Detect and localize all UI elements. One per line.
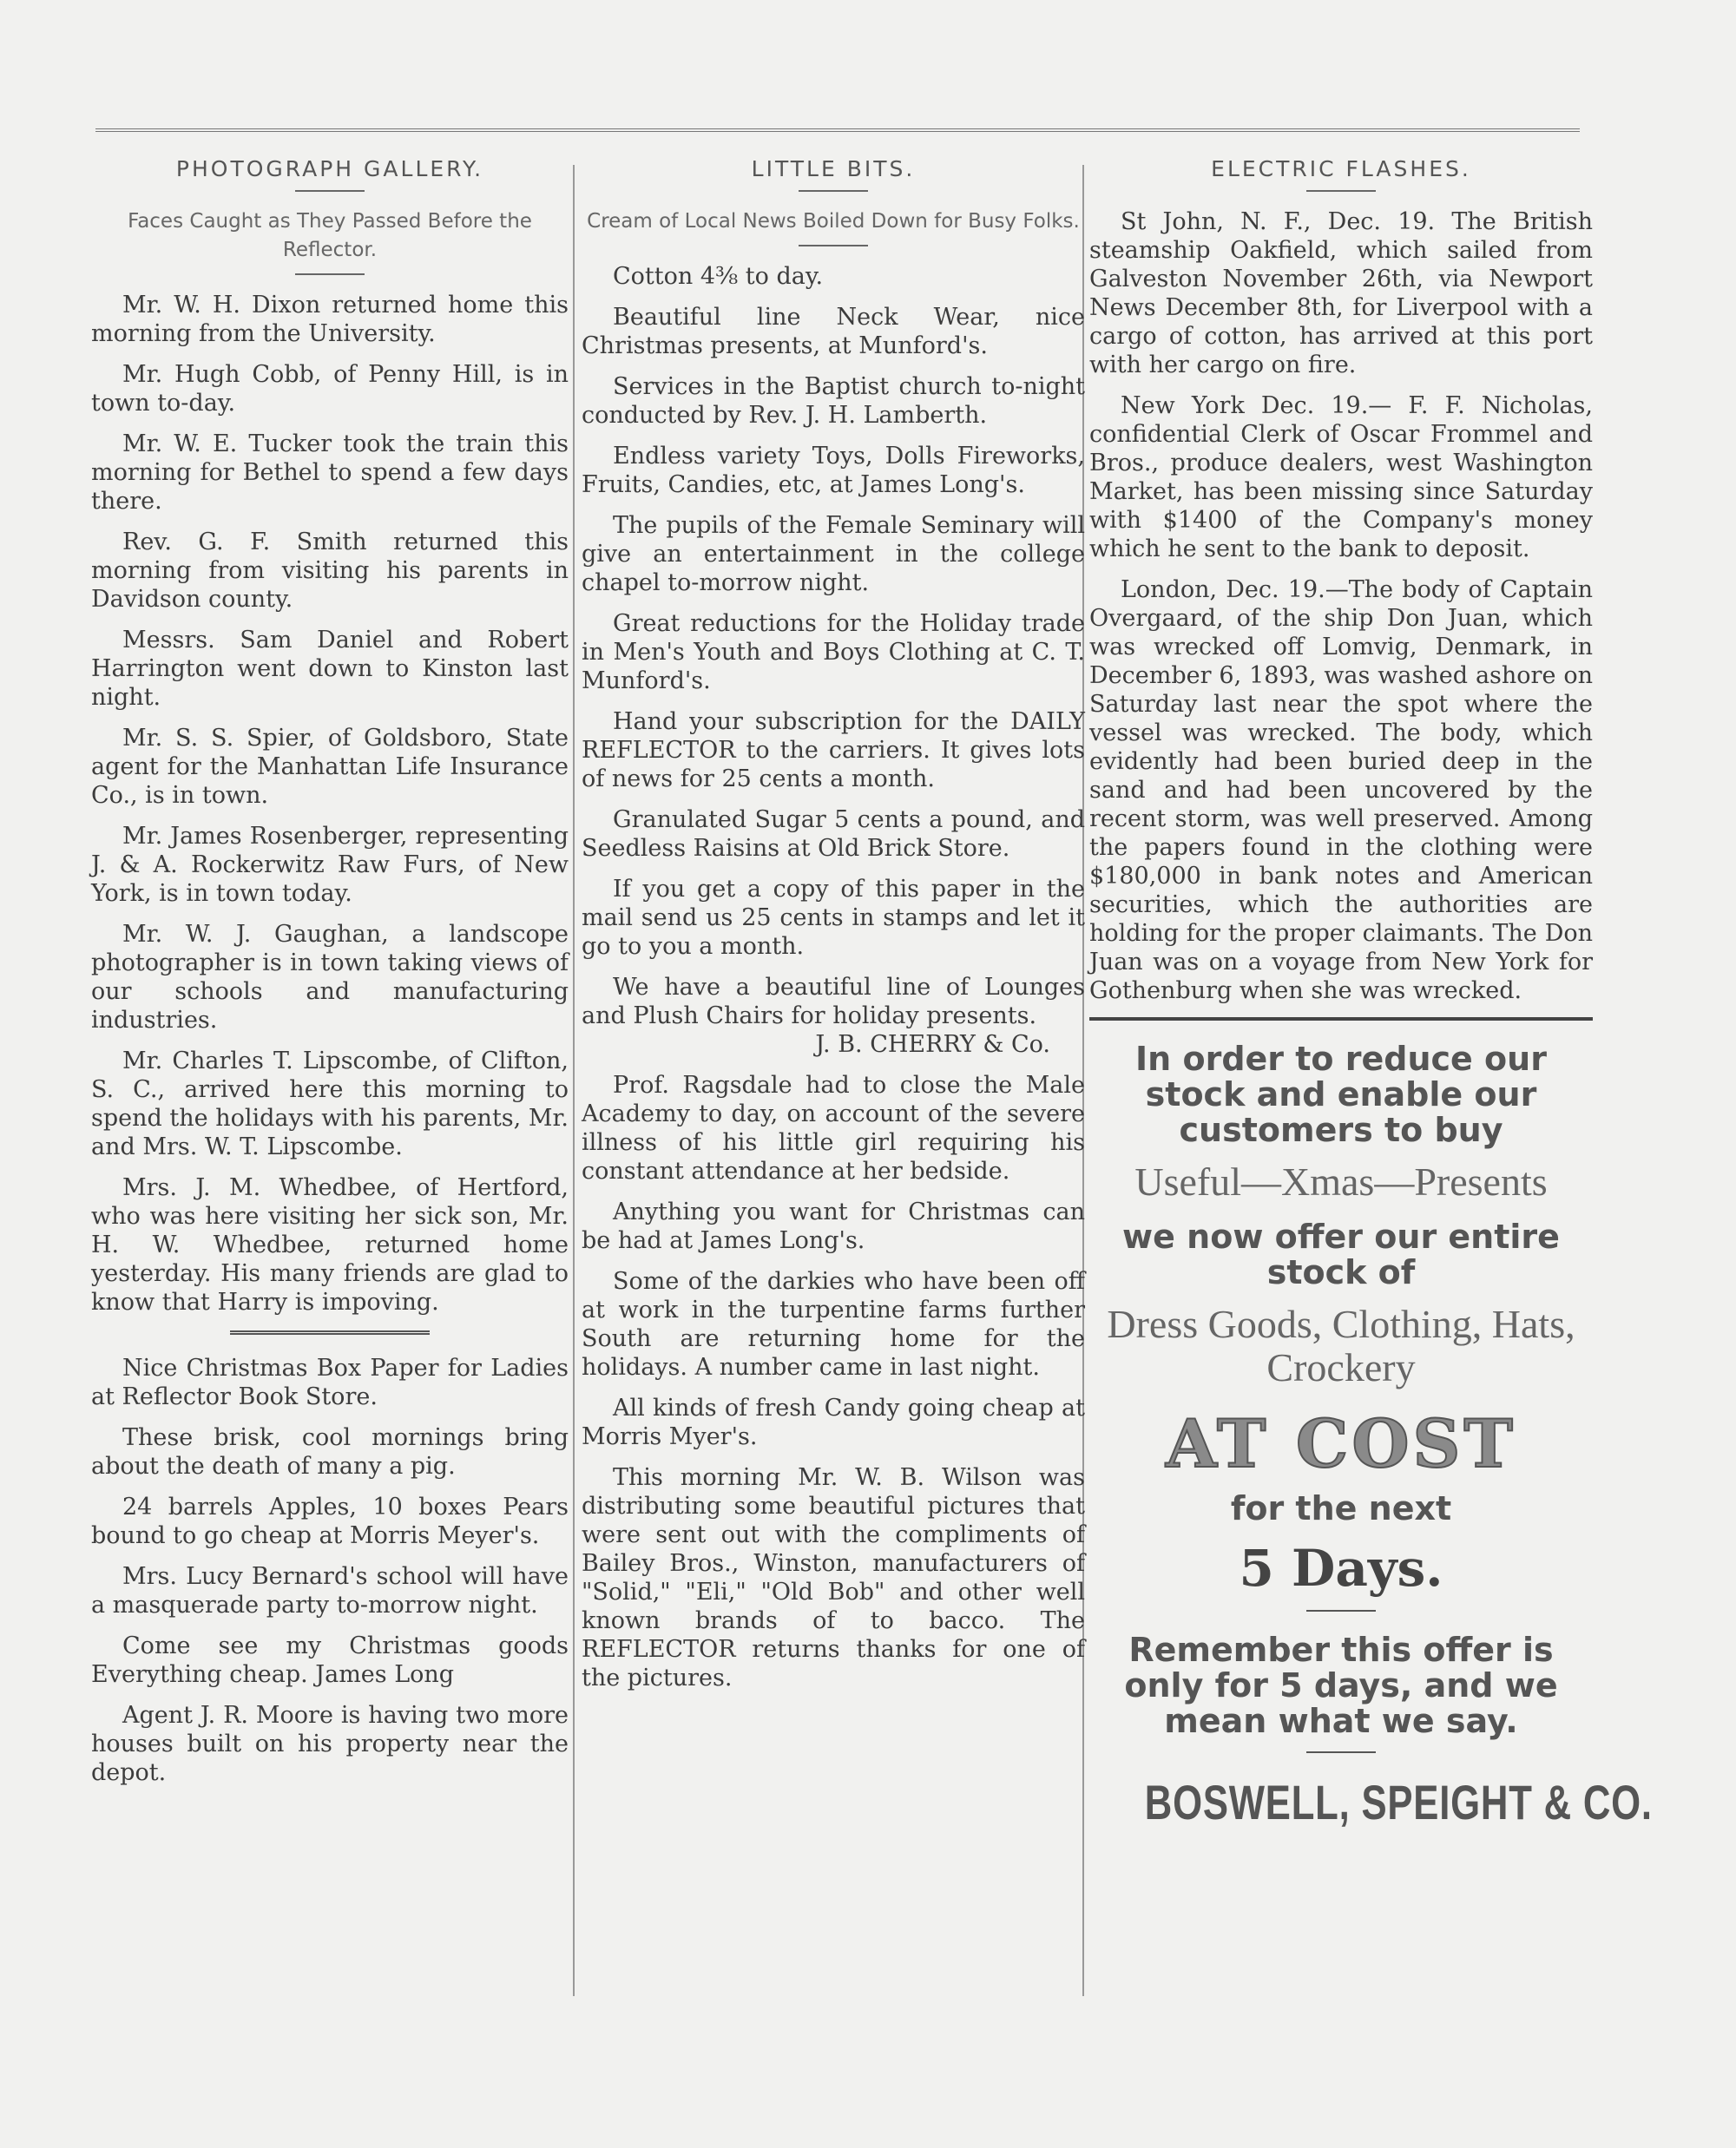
news-item: Prof. Ragsdale had to close the Male Academy to day, on account of the severe illness of his little girl requiring his constant attendance at her bedside.: [582, 1072, 1085, 1185]
ad-at-cost: AT COST: [1166, 1405, 1516, 1482]
column-divider-1: [573, 165, 575, 1996]
news-item: Mr. James Rosenberger, representing J. & A. Rockerwitz Raw Furs, of New York, is in town today.: [91, 823, 569, 907]
ad-for-the-next: for the next: [1230, 1489, 1452, 1527]
news-item: We have a beautiful line of Lounges and Plush Chairs for holiday presents.: [582, 974, 1085, 1029]
news-item: If you get a copy of this paper in the mail send us 25 cents in stamps and let it go to you a month.: [582, 876, 1085, 960]
news-item: Services in the Baptist church to-night conducted by Rev. J. H. Lamberth.: [582, 373, 1085, 429]
local-item: Nice Christmas Box Paper for Ladies at Reflector Book Store.: [91, 1355, 569, 1410]
top-rule: [95, 128, 1580, 132]
ad-useful-xmas-presents: Useful—Xmas—Presents: [1134, 1159, 1548, 1204]
heading-rule: [295, 190, 365, 192]
ad-rule: [1306, 1610, 1376, 1612]
heading-electric-flashes: ELECTRIC FLASHES.: [1211, 156, 1471, 181]
column-little-bits: [582, 156, 1085, 1705]
news-item: Endless variety Toys, Dolls Fireworks, Fruits, Candies, etc, at James Long's.: [582, 443, 1085, 498]
news-item: St John, N. F., Dec. 19. The British steamship Oakfield, which sailed from Galveston November 26th, via Newport News December 8th, for Liverpool with a cargo of cotton, has arrived at this port with her cargo on fire.: [1089, 208, 1593, 378]
local-item: Come see my Christmas goods Everything cheap. James Long: [91, 1632, 569, 1688]
subheading-photograph-gallery: Faces Caught as They Passed Before the Reflector.: [128, 210, 532, 261]
signature-cherry: J. B. CHERRY & Co.: [815, 1031, 1050, 1058]
ad-offer: we now offer our entire stock of: [1122, 1218, 1560, 1291]
news-item: Rev. G. F. Smith returned this morning from visiting his parents in Davidson county.: [91, 529, 569, 613]
ad-goods: Dress Goods, Clothing, Hats, Crockery: [1107, 1302, 1575, 1389]
ad-rule: [1306, 1751, 1376, 1753]
local-item: These brisk, cool mornings bring about the death of many a pig.: [91, 1424, 569, 1480]
local-item: 24 barrels Apples, 10 boxes Pears bound to go cheap at Morris Meyer's.: [91, 1494, 569, 1549]
section-rule: [230, 1330, 430, 1335]
news-item: Hand your subscription for the DAILY REFLECTOR to the carriers. It gives lots of news for 25 cents a month.: [582, 708, 1085, 792]
heading-photograph-gallery: PHOTOGRAPH GALLERY.: [175, 156, 484, 181]
news-item: Mr. S. S. Spier, of Goldsboro, State agent for the Manhattan Life Insurance Co., is in town.: [91, 725, 569, 809]
news-item: Mr. Hugh Cobb, of Penny Hill, is in town to-day.: [91, 361, 569, 417]
news-item: All kinds of fresh Candy going cheap at Morris Myer's.: [582, 1395, 1085, 1450]
column-photograph-gallery: [91, 156, 569, 1799]
advertisement-rule: [1089, 1017, 1593, 1021]
news-item: Mr. W. J. Gaughan, a landscope photographer is in town taking views of our schools and manufacturing industries.: [91, 921, 569, 1034]
news-item: The pupils of the Female Seminary will give an entertainment in the college chapel to-morrow night.: [582, 512, 1085, 596]
heading-little-bits: LITTLE BITS.: [751, 156, 916, 181]
news-item: Beautiful line Neck Wear, nice Christmas presents, at Munford's.: [582, 304, 1085, 359]
column-electric-flashes: [1089, 156, 1653, 1830]
local-item: Agent J. R. Moore is having two more houses built on his property near the depot.: [91, 1702, 569, 1786]
news-item: Messrs. Sam Daniel and Robert Harrington went down to Kinston last night.: [91, 627, 569, 711]
news-item: Mr. W. H. Dixon returned home this morning from the University.: [91, 292, 569, 347]
advertisement-boswell-speight: [1089, 1040, 1653, 1830]
subheading-little-bits: Cream of Local News Boiled Down for Busy Folks.: [587, 210, 1080, 233]
subheading-rule: [799, 245, 868, 246]
heading-rule: [1306, 190, 1376, 192]
news-item: Granulated Sugar 5 cents a pound, and Seedless Raisins at Old Brick Store.: [582, 806, 1085, 862]
ad-remember: Remember this offer is only for 5 days, and we mean what we say.: [1124, 1631, 1558, 1740]
news-item: New York Dec. 19.— F. F. Nicholas, confidential Clerk of Oscar Frommel and Bros., produce dealers, west Washington Market, has been missing since Saturday with $1400 of the Company's money which he sent to the bank to deposit.: [1089, 392, 1593, 562]
news-item: This morning Mr. W. B. Wilson was distributing some beautiful pictures that were sent out with the compliments of Bailey Bros., Winston, manufacturers of "Solid," "Eli," "Old Bob" and other well known brands of to bacco. The REFLECTOR returns thanks for one of the pictures.: [582, 1464, 1085, 1691]
news-item: Some of the darkies who have been off at work in the turpentine farms further South are returning home for the holidays. A number came in last night.: [582, 1268, 1085, 1381]
news-item: Mrs. J. M. Whedbee, of Hertford, who was here visiting her sick son, Mr. H. W. Whedbee, returned home yesterday. His many friends are glad to know that Harry is impoving.: [91, 1174, 569, 1316]
news-item: London, Dec. 19.—The body of Captain Overgaard, of the ship Don Juan, which was wrecked off Lomvig, Denmark, in December 6, 1893, was washed ashore on Saturday last near the spot where the vessel was wrecked. The body, which evidently had been buried deep in the sand and had been uncovered by the recent storm, was well preserved. Among the papers found in the clothing were $180,000 in bank notes and American securities, which the authorities are holding for the proper claimants. The Don Juan was on a voyage from New York for Gothenburg when she was wrecked.: [1089, 576, 1593, 1004]
news-item: Mr. Charles T. Lipscombe, of Clifton, S. C., arrived here this morning to spend the holidays with his parents, Mr. and Mrs. W. T. Lipscombe.: [91, 1048, 569, 1160]
ad-intro: In order to reduce our stock and enable our customers to buy: [1135, 1040, 1547, 1149]
ad-firm-name: BOSWELL, SPEIGHT & CO.: [1144, 1775, 1653, 1829]
news-item: Anything you want for Christmas can be had at James Long's.: [582, 1199, 1085, 1254]
local-item: Mrs. Lucy Bernard's school will have a masquerade party to-morrow night.: [91, 1563, 569, 1619]
heading-rule: [799, 190, 868, 192]
subheading-rule: [295, 273, 365, 275]
news-item: Cotton 4⅜ to day.: [613, 263, 824, 290]
news-item: Mr. W. E. Tucker took the train this morning for Bethel to spend a few days there.: [91, 430, 569, 515]
news-item: Great reductions for the Holiday trade in Men's Youth and Boys Clothing at C. T. Munford's.: [582, 610, 1085, 694]
ad-five-days: 5 Days.: [1239, 1539, 1443, 1598]
